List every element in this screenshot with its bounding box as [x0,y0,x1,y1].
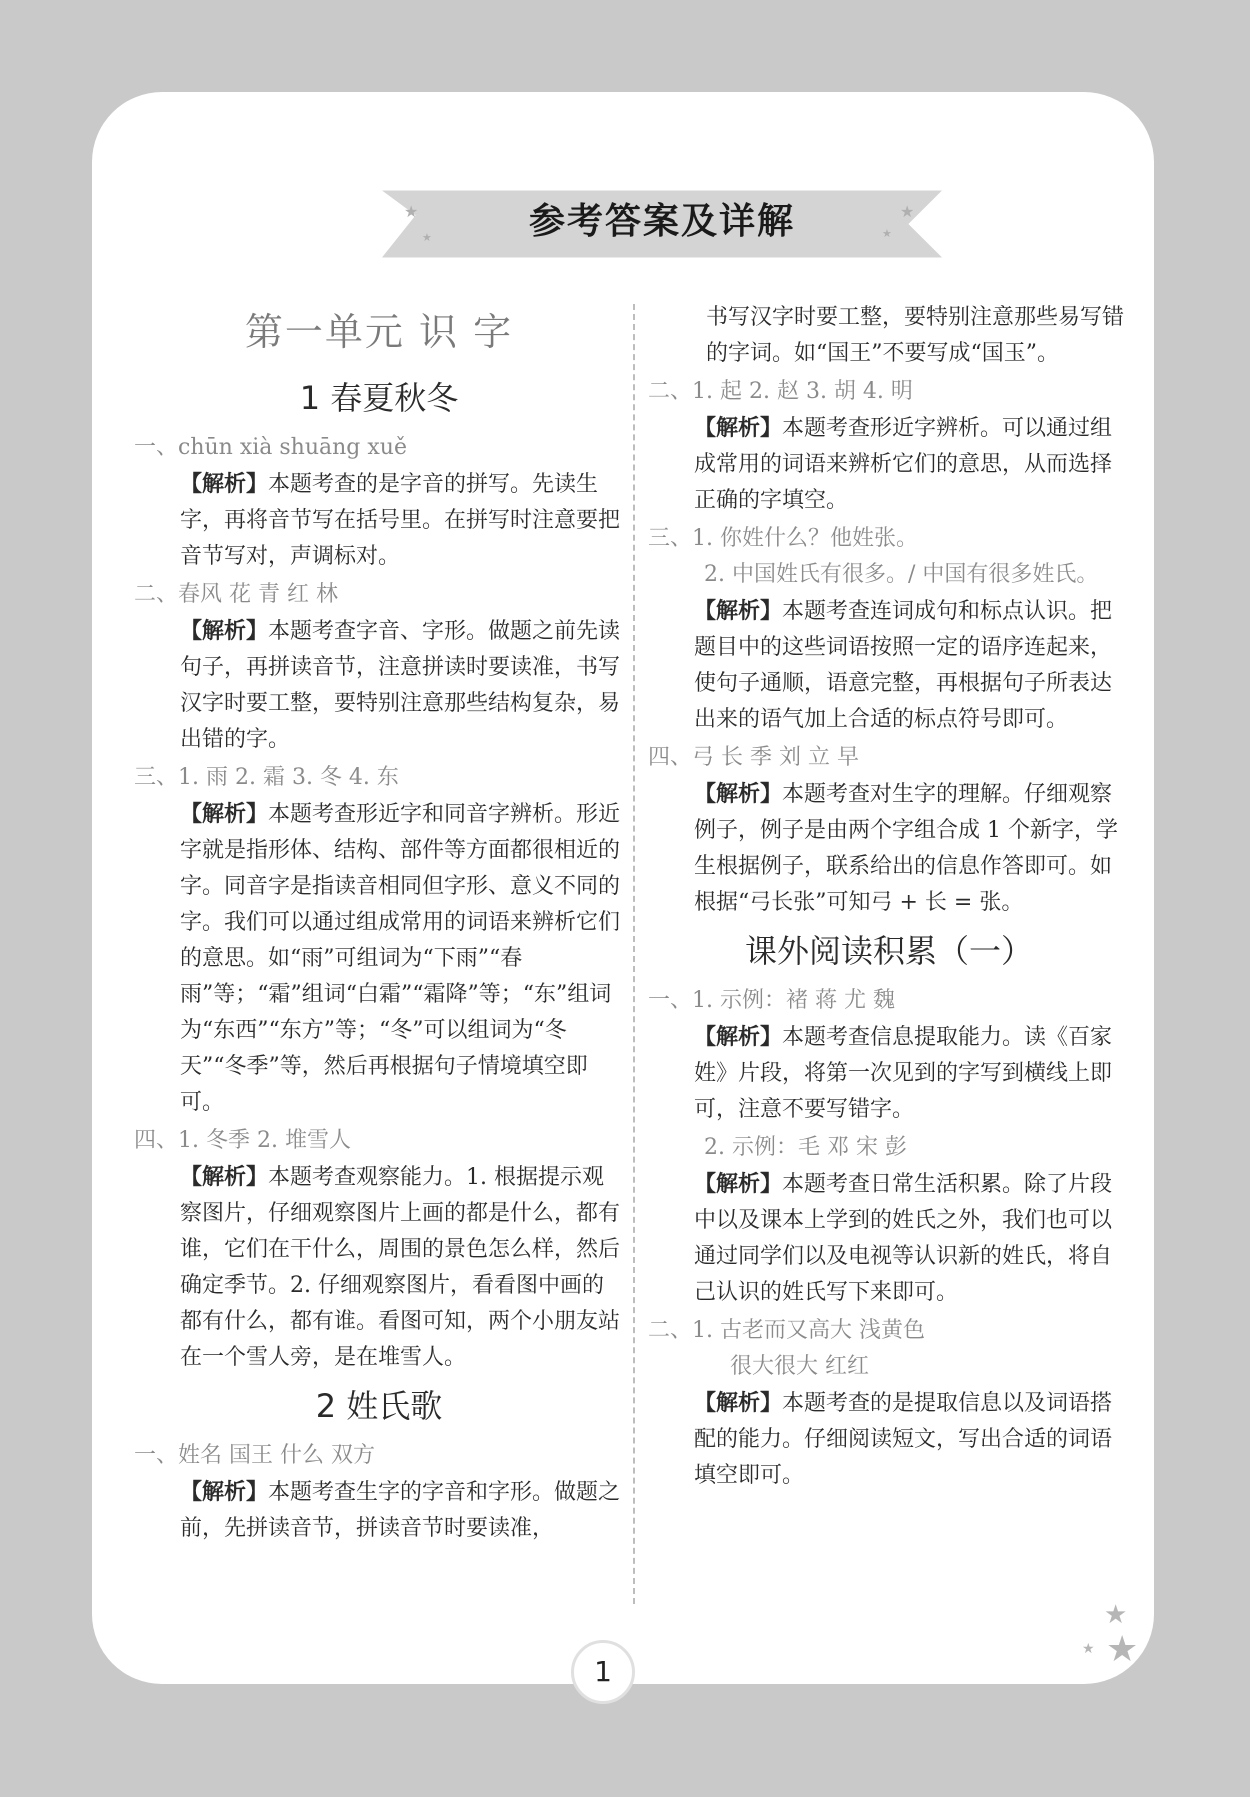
explanation-tag: 【解析】 [694,598,783,624]
reading-question-2-line-2: 很大很大 红红 [730,1354,869,1379]
explanation-tag: 【解析】 [180,801,269,827]
explanation [648,1385,1130,1494]
explanation-text: 本题考查形近字辨析。可以通过组成常用的词语来辨析它们的意思，从而选择正确的字填空。 [694,416,1113,513]
explanation-tag: 【解析】 [180,471,269,497]
explanation-text: 本题考查形近字和同音字辨析。形近字就是指形体、结构、部件等方面都很相近的字。同音字是指读音相同但字形、意义不同的字。我们可以通过组成常用的词语来辨析它们的意思。如“雨”可组词为“下雨”“春雨”等；“霜”组词“白霜”“霜降”等；“东”组词为“东西”“东方”等；“冬”可以组词为“冬天”“冬季”等，然后再根据句子情境填空即可。 [180,802,621,1115]
explanation [134,796,624,1121]
explanation-text: 本题考查生字的字音和字形。做题之前，先拼读音节，拼读音节时要读准， [180,1480,621,1541]
right-column [648,300,1130,1496]
question-4: 四、弓 长 季 刘 立 早 [648,745,859,770]
left-column [134,300,624,1549]
unit-title: 第一单元 识 字 [244,310,514,354]
explanation-text: 本题考查观察能力。1. 根据提示观察图片，仔细观察图片上画的都是什么，都有谁，它们在干什么，周围的景色怎么样，然后确定季节。2. 仔细观察图片，看看图中画的都有什么，都有谁。看图可知，两个小朋友站在一个雪人旁，是在堆雪人。 [180,1165,621,1370]
explanation-continued: 书写汉字时要工整，要特别注意那些易写错的字词。如“国王”不要写成“国玉”。 [706,305,1125,366]
page-number: 1 [571,1640,635,1704]
question-3: 三、1. 雨 2. 霜 3. 冬 4. 东 [134,765,399,790]
explanation-text: 本题考查字音、字形。做题之前先读句子，再拼读音节，注意拼读时要读准，书写汉字时要工整，要特别注意那些结构复杂，易出错的字。 [180,619,621,752]
column-divider [633,304,635,1604]
explanation [648,1166,1130,1311]
explanation-text: 本题考查连词成句和标点认识。把题目中的这些词语按照一定的语序连起来，使句子通顺，语意完整，再根据句子所表达出来的语气加上合适的标点符号即可。 [694,599,1113,732]
explanation-tag: 【解析】 [694,415,783,441]
page-title: 参考答案及详解 [528,201,795,242]
lesson-title: 1 春夏秋冬 [299,379,459,417]
star-icon: ★ [882,227,892,240]
answer-page [92,92,1154,1684]
explanation-tag: 【解析】 [180,618,269,644]
star-icon: ★ [422,231,432,244]
question-4: 四、1. 冬季 2. 堆雪人 [134,1128,351,1153]
explanation-text: 本题考查日常生活积累。除了片段中以及课本上学到的姓氏之外，我们也可以通过同学们以及电视等认识新的姓氏，将自己认识的姓氏写下来即可。 [694,1172,1113,1305]
explanation-text: 本题考查的是提取信息以及词语搭配的能力。仔细阅读短文，写出合适的词语填空即可。 [694,1391,1113,1488]
reading-title: 课外阅读积累（一） [744,932,1033,970]
explanation [648,593,1130,738]
explanation [134,1159,624,1376]
reading-question-1-part-2: 2. 示例：毛 邓 宋 彭 [704,1135,907,1160]
explanation-tag: 【解析】 [180,1164,269,1190]
lesson-title: 2 姓氏歌 [315,1387,443,1425]
explanation-tag: 【解析】 [694,781,783,807]
star-icon: ★ [1106,1629,1139,1670]
explanation [648,410,1130,519]
reading-question-1: 一、1. 示例：褚 蒋 尤 魏 [648,988,895,1013]
question-1: 一、姓名 国王 什么 双方 [134,1443,375,1468]
star-icon: ★ [1104,1600,1128,1630]
question-2: 二、1. 起 2. 赵 3. 胡 4. 明 [648,379,913,404]
explanation [134,466,624,575]
explanation [648,776,1130,921]
explanation [134,613,624,758]
question-2: 二、春风 花 青 红 林 [134,582,338,607]
explanation-text: 本题考查对生字的理解。仔细观察例子，例子是由两个字组合成 1 个新字，学生根据例子，联系给出的信息作答即可。如根据“弓长张”可知弓 + 长 = 张。 [694,782,1118,915]
explanation [134,1474,624,1547]
star-icon: ★ [404,202,419,221]
explanation-text: 本题考查信息提取能力。读《百家姓》片段，将第一次见到的字写到横线上即可，注意不要写错字。 [694,1025,1113,1122]
explanation-tag: 【解析】 [694,1024,783,1050]
explanation-tag: 【解析】 [694,1390,783,1416]
question-3: 三、1. 你姓什么？他姓张。 [648,526,918,551]
star-icon: ★ [900,202,915,221]
explanation-tag: 【解析】 [694,1171,783,1197]
explanation [648,1019,1130,1128]
reading-question-2: 二、1. 古老而又高大 浅黄色 [648,1318,925,1343]
question-1: 一、chūn xià shuāng xuě [134,435,407,460]
explanation-text: 本题考查的是字音的拼写。先读生字，再将音节写在括号里。在拼写时注意要把音节写对，声调标对。 [180,472,621,569]
star-icon: ★ [1082,1641,1095,1657]
question-3-part-2: 2. 中国姓氏有很多。/ 中国有很多姓氏。 [704,562,1099,587]
explanation-tag: 【解析】 [180,1479,269,1505]
